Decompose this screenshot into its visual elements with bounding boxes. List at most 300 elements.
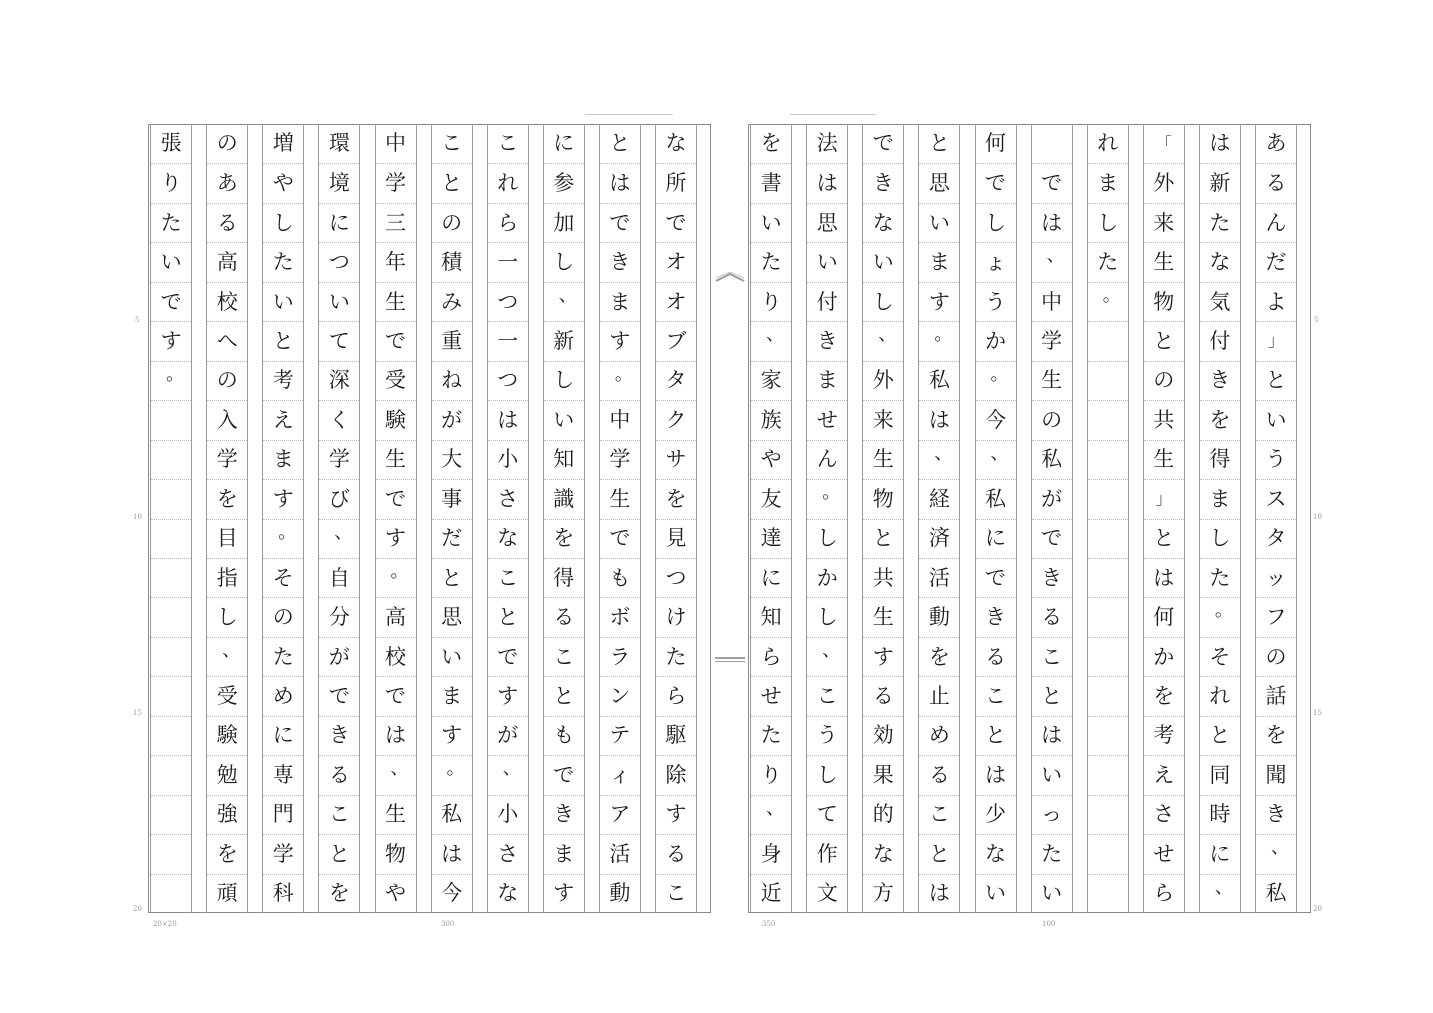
gutter-center-mark-2: [715, 661, 745, 662]
grid-cell: っ: [1032, 795, 1072, 834]
grid-cell: 張: [160, 131, 182, 156]
grid-cell: 共: [863, 558, 903, 597]
grid-cell: し: [976, 203, 1016, 242]
grid-cell: 一: [488, 242, 528, 281]
grid-cell: 付: [1200, 321, 1240, 360]
grid-cell: と: [863, 519, 903, 558]
grid-cell: 門: [263, 795, 303, 834]
grid-cell: 生: [1032, 361, 1072, 400]
right-page-column: [750, 124, 792, 913]
grid-cell: な: [1200, 242, 1240, 281]
grid-cell: こ: [319, 795, 359, 834]
grid-cell: と: [919, 834, 959, 873]
grid-cell: 付: [807, 282, 847, 321]
grid-cell: る: [319, 755, 359, 794]
grid-cell: あ: [207, 163, 247, 202]
grid-cell: き: [1256, 795, 1296, 834]
grid-cell: 、: [319, 519, 359, 558]
grid-cell: せ: [1144, 834, 1184, 873]
grid-cell: 新: [544, 321, 584, 360]
grid-cell: 私: [432, 795, 472, 834]
left-page-column: [318, 124, 360, 913]
grid-cell: 勉: [207, 755, 247, 794]
grid-cell: こ: [807, 676, 847, 715]
grid-cell: だ: [1256, 242, 1296, 281]
grid-cell: 生: [376, 440, 416, 479]
grid-cell: り: [751, 282, 791, 321]
grid-cell: す: [863, 637, 903, 676]
grid-cell: 校: [207, 282, 247, 321]
top-fold-mark-right: [790, 114, 876, 115]
grid-cell: と: [928, 131, 950, 156]
grid-cell: え: [1144, 755, 1184, 794]
grid-cell: と: [976, 716, 1016, 755]
grid-cell: ら: [656, 676, 696, 715]
top-fold-mark-left: [585, 114, 673, 115]
grid-cell: [1088, 400, 1128, 439]
grid-cell: 。: [807, 479, 847, 518]
grid-cell: き: [976, 597, 1016, 636]
grid-cell: 高: [376, 597, 416, 636]
grid-cell: [1088, 321, 1128, 360]
left-page-column: [599, 124, 641, 913]
grid-cell: 、: [751, 795, 791, 834]
grid-cell: 生: [863, 597, 903, 636]
grid-cell: は: [376, 716, 416, 755]
grid-cell: 時: [1200, 795, 1240, 834]
grid-cell: 済: [919, 519, 959, 558]
grid-cell: 方: [863, 874, 903, 913]
grid-cell: 受: [207, 676, 247, 715]
grid-cell: し: [207, 597, 247, 636]
grid-cell: 小: [488, 795, 528, 834]
grid-cell: と: [1200, 716, 1240, 755]
grid-cell: と: [609, 131, 631, 156]
grid-cell: 学: [319, 440, 359, 479]
grid-cell: フ: [1256, 597, 1296, 636]
grid-cell: ク: [656, 400, 696, 439]
grid-cell: 加: [544, 203, 584, 242]
grid-cell: な: [976, 834, 1016, 873]
grid-cell: 重: [432, 321, 472, 360]
grid-cell: し: [863, 282, 903, 321]
grid-cell: 自: [319, 558, 359, 597]
grid-cell: [1088, 361, 1128, 400]
grid-cell: せ: [751, 676, 791, 715]
left-page-column: [487, 124, 529, 913]
grid-cell: [151, 519, 191, 558]
grid-cell: ま: [432, 676, 472, 715]
grid-cell: つ: [488, 361, 528, 400]
grid-cell: 得: [1200, 440, 1240, 479]
grid-cell: ッ: [1256, 558, 1296, 597]
grid-cell: こ: [976, 676, 1016, 715]
grid-cell: そ: [263, 558, 303, 597]
grid-cell: 。: [1200, 597, 1240, 636]
grid-cell: ん: [1256, 203, 1296, 242]
grid-cell: 。: [1088, 282, 1128, 321]
center-gutter: [711, 124, 748, 913]
grid-cell: が: [488, 716, 528, 755]
grid-cell: で: [376, 676, 416, 715]
grid-cell: 験: [207, 716, 247, 755]
grid-cell: た: [1032, 834, 1072, 873]
grid-cell: オ: [656, 282, 696, 321]
grid-cell: 頑: [207, 874, 247, 913]
grid-cell: こ: [656, 874, 696, 913]
grid-cell: は: [1032, 203, 1072, 242]
grid-cell: 何: [1144, 597, 1184, 636]
grid-cell: ね: [432, 361, 472, 400]
grid-cell: た: [1200, 203, 1240, 242]
grid-cell: い: [976, 874, 1016, 913]
grid-cell: と: [432, 163, 472, 202]
grid-cell: と: [319, 834, 359, 873]
grid-cell: 、: [488, 755, 528, 794]
grid-cell: の: [1144, 361, 1184, 400]
grid-cell: 、: [1200, 874, 1240, 913]
grid-cell: [1088, 558, 1128, 597]
grid-cell: 境: [319, 163, 359, 202]
grid-cell: い: [1032, 874, 1072, 913]
grid-cell: [1088, 479, 1128, 518]
grid-cell: ら: [488, 203, 528, 242]
grid-cell: は: [976, 755, 1016, 794]
grid-cell: ン: [600, 676, 640, 715]
grid-cell: 族: [751, 400, 791, 439]
grid-cell: 環: [328, 131, 350, 156]
left-page-column: [655, 124, 697, 913]
grid-cell: [151, 440, 191, 479]
right-page-column: [1255, 124, 1297, 913]
grid-cell: か: [976, 321, 1016, 360]
grid-cell: 、: [919, 440, 959, 479]
char-count-100: 100: [1042, 920, 1056, 928]
grid-cell: 三: [376, 203, 416, 242]
left-page-column: [543, 124, 585, 913]
grid-cell: さ: [488, 834, 528, 873]
grid-cell: ラ: [600, 637, 640, 676]
grid-cell: と: [1032, 676, 1072, 715]
grid-cell: よ: [1256, 282, 1296, 321]
grid-cell: 。: [919, 321, 959, 360]
grid-cell: 科: [263, 874, 303, 913]
grid-cell: タ: [656, 361, 696, 400]
grid-cell: き: [544, 795, 584, 834]
grid-cell: も: [544, 716, 584, 755]
grid-cell: う: [807, 716, 847, 755]
grid-cell: き: [863, 163, 903, 202]
grid-cell: 。: [263, 519, 303, 558]
grid-cell: [1088, 519, 1128, 558]
grid-cell: を: [760, 131, 782, 156]
grid-cell: た: [151, 203, 191, 242]
grid-cell: い: [1256, 400, 1296, 439]
grid-cell: 文: [807, 874, 847, 913]
grid-cell: ょ: [976, 242, 1016, 281]
grid-cell: つ: [656, 558, 696, 597]
grid-cell: も: [600, 558, 640, 597]
grid-cell: つ: [319, 242, 359, 281]
grid-cell: ら: [1144, 874, 1184, 913]
grid-cell: 家: [751, 361, 791, 400]
grid-cell: と: [488, 597, 528, 636]
grid-cell: 学: [207, 440, 247, 479]
left-page-column: [262, 124, 304, 913]
grid-cell: 。: [376, 558, 416, 597]
grid-cell: い: [807, 242, 847, 281]
row-number-20-right: 20: [1313, 905, 1322, 913]
grid-cell: を: [1144, 676, 1184, 715]
grid-cell: で: [544, 755, 584, 794]
char-count-300: 300: [441, 920, 455, 928]
grid-cell: 小: [488, 440, 528, 479]
grid-cell: 、: [976, 440, 1016, 479]
grid-cell: つ: [488, 282, 528, 321]
grid-cell: 動: [600, 874, 640, 913]
char-count-350: 350: [762, 920, 776, 928]
grid-cell: し: [807, 519, 847, 558]
grid-cell: 外: [1144, 163, 1184, 202]
grid-cell: し: [1200, 519, 1240, 558]
grid-cell: 中: [1032, 282, 1072, 321]
grid-cell: を: [207, 834, 247, 873]
grid-cell: 増: [272, 131, 294, 156]
grid-cell: で: [1032, 163, 1072, 202]
grid-cell: 、: [207, 637, 247, 676]
grid-cell: は: [432, 834, 472, 873]
grid-cell: れ: [488, 163, 528, 202]
grid-cell: れ: [1200, 676, 1240, 715]
grid-cell: 生: [600, 479, 640, 518]
grid-cell: い: [863, 242, 903, 281]
grid-cell: ま: [1200, 479, 1240, 518]
grid-cell: 達: [751, 519, 791, 558]
grid-cell: た: [1088, 242, 1128, 281]
gutter-center-mark: [715, 657, 745, 659]
grid-cell: 学: [600, 440, 640, 479]
grid-cell: た: [263, 242, 303, 281]
grid-cell: し: [807, 597, 847, 636]
grid-cell: 学: [376, 163, 416, 202]
grid-cell: か: [807, 558, 847, 597]
grid-cell: と: [544, 676, 584, 715]
grid-cell: [1088, 874, 1128, 913]
grid-cell: 、: [376, 755, 416, 794]
grid-cell: た: [751, 716, 791, 755]
grid-cell: サ: [656, 440, 696, 479]
grid-cell: 外: [863, 361, 903, 400]
grid-cell: す: [544, 874, 584, 913]
grid-cell: 、: [863, 321, 903, 360]
grid-cell: と: [263, 321, 303, 360]
grid-cell: 」: [1144, 479, 1184, 518]
grid-cell: 物: [863, 479, 903, 518]
grid-cell: の: [1256, 637, 1296, 676]
grid-cell: は: [600, 163, 640, 202]
grid-cell: 験: [376, 400, 416, 439]
row-number-5-left: 5: [135, 316, 140, 324]
grid-cell: に: [263, 716, 303, 755]
grid-cell: は: [1032, 716, 1072, 755]
grid-cell: タ: [1256, 519, 1296, 558]
grid-cell: に: [319, 203, 359, 242]
grid-cell: い: [919, 203, 959, 242]
grid-cell: し: [544, 242, 584, 281]
grid-cell: [151, 597, 191, 636]
grid-cell: れ: [1097, 131, 1119, 156]
grid-cell: し: [544, 361, 584, 400]
grid-cell: で: [151, 282, 191, 321]
grid-cell: ア: [600, 795, 640, 834]
grid-cell: [151, 874, 191, 913]
grid-cell: 入: [207, 400, 247, 439]
grid-cell: や: [263, 163, 303, 202]
grid-cell: 物: [376, 834, 416, 873]
grid-cell: 的: [863, 795, 903, 834]
grid-cell: 指: [207, 558, 247, 597]
grid-cell: き: [1200, 361, 1240, 400]
grid-cell: こ: [497, 131, 519, 156]
grid-cell: 見: [656, 519, 696, 558]
grid-cell: せ: [807, 400, 847, 439]
grid-cell: で: [488, 637, 528, 676]
grid-cell: 生: [376, 282, 416, 321]
grid-cell: [1032, 124, 1072, 163]
grid-cell: す: [376, 519, 416, 558]
grid-cell: い: [151, 242, 191, 281]
grid-cell: な: [863, 834, 903, 873]
grid-cell: 聞: [1256, 755, 1296, 794]
grid-cell: み: [432, 282, 472, 321]
left-page-column: [206, 124, 248, 913]
grid-cell: た: [1200, 558, 1240, 597]
grid-cell: 」: [1256, 321, 1296, 360]
grid-cell: は: [1209, 131, 1231, 156]
grid-cell: 考: [1144, 716, 1184, 755]
grid-size-label: 20×20: [153, 920, 177, 928]
grid-cell: を: [544, 519, 584, 558]
grid-cell: る: [976, 637, 1016, 676]
right-page-column: [918, 124, 960, 913]
grid-cell: ま: [544, 834, 584, 873]
grid-cell: て: [807, 795, 847, 834]
grid-cell: 大: [432, 440, 472, 479]
grid-cell: た: [656, 637, 696, 676]
grid-cell: り: [751, 755, 791, 794]
grid-cell: に: [1200, 834, 1240, 873]
row-number-5-right: 5: [1314, 316, 1319, 324]
grid-cell: [1088, 755, 1128, 794]
grid-cell: で: [976, 163, 1016, 202]
grid-cell: 今: [976, 400, 1016, 439]
grid-cell: な: [665, 131, 687, 156]
grid-cell: 何: [985, 131, 1006, 156]
grid-cell: る: [544, 597, 584, 636]
grid-cell: を: [1200, 400, 1240, 439]
grid-cell: 分: [319, 597, 359, 636]
grid-cell: [1088, 637, 1128, 676]
grid-cell: [1088, 834, 1128, 873]
grid-cell: オ: [656, 242, 696, 281]
grid-cell: る: [919, 755, 959, 794]
grid-cell: る: [656, 834, 696, 873]
grid-cell: 、: [807, 637, 847, 676]
grid-cell: 得: [544, 558, 584, 597]
grid-cell: で: [319, 676, 359, 715]
grid-cell: す: [488, 676, 528, 715]
grid-cell: 、: [751, 321, 791, 360]
grid-cell: め: [263, 676, 303, 715]
grid-cell: 話: [1256, 676, 1296, 715]
grid-cell: 中: [600, 400, 640, 439]
grid-cell: う: [1256, 440, 1296, 479]
grid-cell: 法: [816, 131, 838, 156]
row-number-15-left: 15: [133, 709, 142, 717]
grid-cell: め: [919, 716, 959, 755]
grid-cell: び: [319, 479, 359, 518]
grid-cell: 知: [751, 597, 791, 636]
grid-cell: 新: [1200, 163, 1240, 202]
grid-cell: 止: [919, 676, 959, 715]
grid-cell: 受: [376, 361, 416, 400]
grid-cell: と: [1256, 361, 1296, 400]
grid-cell: た: [751, 242, 791, 281]
grid-cell: け: [656, 597, 696, 636]
grid-cell: ス: [1256, 479, 1296, 518]
grid-cell: は: [488, 400, 528, 439]
grid-cell: が: [1032, 479, 1072, 518]
grid-cell: る: [1032, 597, 1072, 636]
grid-cell: 強: [207, 795, 247, 834]
grid-cell: 生: [863, 440, 903, 479]
grid-cell: と: [1144, 321, 1184, 360]
grid-cell: う: [976, 282, 1016, 321]
right-page-column: [1087, 124, 1129, 913]
grid-cell: 駆: [656, 716, 696, 755]
grid-cell: 学: [1032, 321, 1072, 360]
grid-cell: に: [751, 558, 791, 597]
grid-cell: き: [600, 242, 640, 281]
grid-cell: へ: [207, 321, 247, 360]
grid-cell: す: [263, 479, 303, 518]
grid-cell: 深: [319, 361, 359, 400]
grid-cell: は: [919, 874, 959, 913]
grid-cell: 考: [263, 361, 303, 400]
grid-cell: ま: [263, 440, 303, 479]
grid-cell: 、: [544, 282, 584, 321]
grid-cell: 知: [544, 440, 584, 479]
grid-cell: こ: [919, 795, 959, 834]
grid-cell: ん: [807, 440, 847, 479]
grid-cell: ボ: [600, 597, 640, 636]
grid-cell: り: [151, 163, 191, 202]
grid-cell: あ: [1265, 131, 1287, 156]
grid-cell: 生: [376, 795, 416, 834]
grid-cell: 積: [432, 242, 472, 281]
grid-cell: で: [376, 321, 416, 360]
grid-cell: は: [807, 163, 847, 202]
grid-cell: 思: [432, 597, 472, 636]
grid-cell: [151, 676, 191, 715]
grid-cell: が: [319, 637, 359, 676]
grid-cell: 来: [1144, 203, 1184, 242]
grid-cell: [151, 558, 191, 597]
grid-cell: の: [263, 597, 303, 636]
grid-cell: の: [207, 361, 247, 400]
grid-cell: 私: [919, 361, 959, 400]
grid-cell: 、: [1032, 242, 1072, 281]
